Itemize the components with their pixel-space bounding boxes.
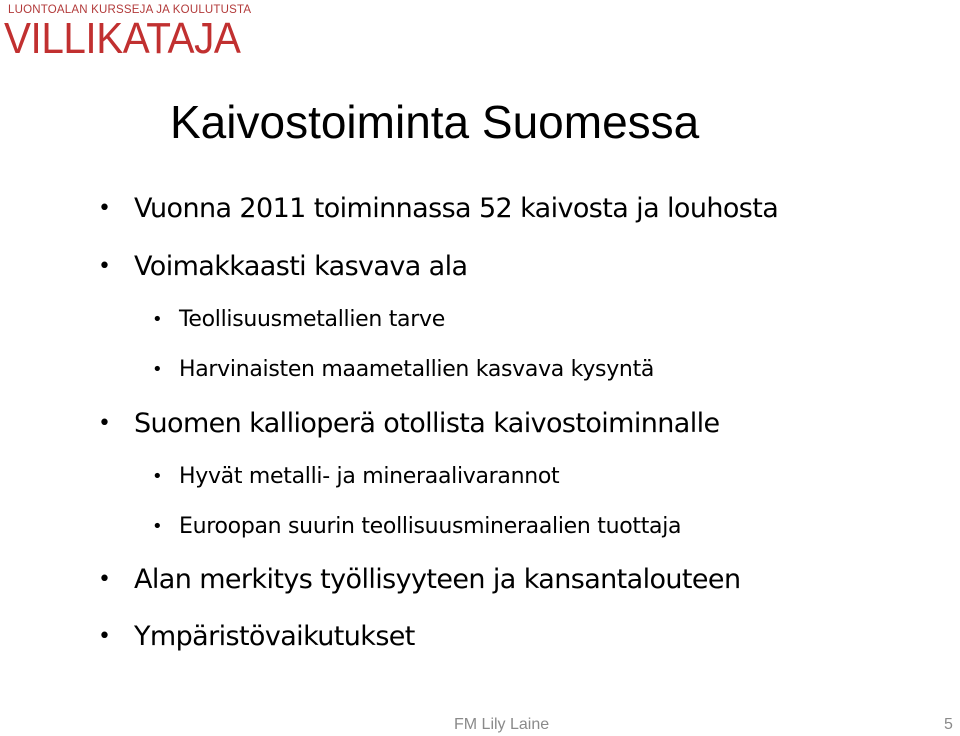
bullet-dot: • — [98, 254, 111, 279]
bullet-text: Euroopan suurin teollisuusmineraalien tuottaja — [179, 514, 682, 539]
bullet-item — [98, 407, 720, 441]
bullet-text: Alan merkitys työllisyyteen ja kansantalouteen — [134, 564, 741, 595]
bullet-text: Harvinaisten maametallien kasvava kysyntä — [179, 357, 655, 382]
bullet-text: Teollisuusmetallien tarve — [179, 307, 445, 332]
sub-bullet-item — [152, 305, 445, 335]
slide-title: Kaivostoiminta Suomessa — [170, 96, 700, 148]
bullet-text: Voimakkaasti kasvava ala — [134, 251, 468, 282]
bullet-item — [98, 192, 779, 226]
bullet-dot: • — [98, 411, 111, 436]
bullet-dot: • — [152, 516, 163, 537]
logo — [4, 4, 252, 64]
logo-name: VILLIKATAJA — [4, 14, 241, 63]
bullet-dot: • — [98, 567, 111, 592]
logo-tagline: LUONTOALAN KURSSEJA JA KOULUTUSTA — [8, 4, 252, 16]
bullet-dot: • — [98, 624, 111, 649]
sub-bullet-item — [152, 355, 655, 385]
bullet-dot: • — [98, 196, 111, 221]
footer-author: FM Lily Laine — [454, 716, 550, 733]
bullet-item — [98, 563, 741, 597]
bullet-text: Suomen kallioperä otollista kaivostoiminnalle — [134, 408, 720, 439]
bullet-item — [98, 250, 468, 284]
bullet-text: Ympäristövaikutukset — [134, 621, 415, 652]
bullet-text: Vuonna 2011 toiminnassa 52 kaivosta ja louhosta — [134, 193, 779, 224]
bullet-dot: • — [152, 309, 163, 330]
bullet-dot: • — [152, 466, 163, 487]
page-number: 5 — [944, 716, 953, 733]
sub-bullet-item — [152, 512, 682, 542]
bullet-dot: • — [152, 359, 163, 380]
bullet-item — [98, 620, 415, 654]
sub-bullet-item — [152, 462, 560, 492]
bullet-text: Hyvät metalli- ja mineraalivarannot — [179, 464, 560, 489]
